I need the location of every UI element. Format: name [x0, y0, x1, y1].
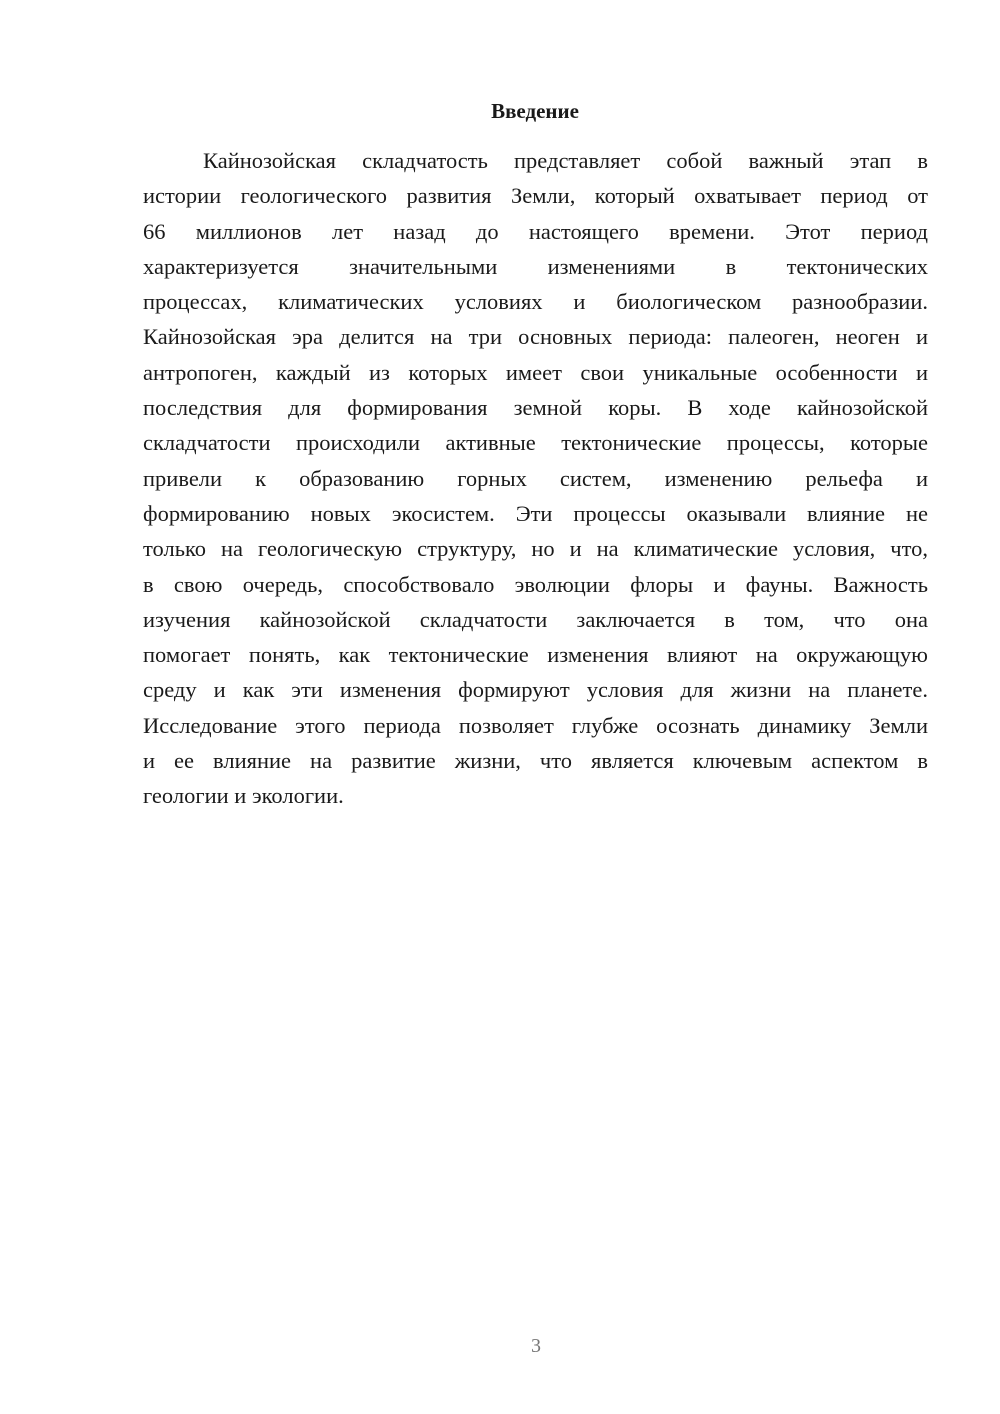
paragraph-line: привели к образованию горных систем, изменению рельефа и [143, 465, 928, 491]
paragraph-line: и ее влияние на развитие жизни, что является ключевым аспектом в [143, 748, 928, 774]
paragraph-line: процессах, климатических условиях и биологическом разнообразии. [143, 289, 928, 315]
paragraph-line: Кайнозойская эра делится на три основных периода: палеоген, неоген и [143, 324, 928, 350]
paragraph-line: изучения кайнозойской складчатости заключается в том, что она [143, 606, 928, 632]
intro-paragraph [143, 143, 928, 814]
paragraph-line: Кайнозойская складчатость представляет собой важный этап в [203, 148, 928, 173]
paragraph-line: характеризуется значительными изменениями в тектонических [143, 253, 928, 279]
paragraph-line: антропоген, каждый из которых имеет свои уникальные особенности и [143, 359, 928, 385]
page-number: 3 [531, 1335, 541, 1357]
paragraph-line: истории геологического развития Земли, который охватывает период от [143, 183, 928, 209]
paragraph-line: 66 миллионов лет назад до настоящего времени. Этот период [143, 218, 928, 244]
paragraph-line: Исследование этого периода позволяет глубже осознать динамику Земли [143, 712, 928, 738]
paragraph-line: среду и как эти изменения формируют условия для жизни на планете. [143, 677, 928, 703]
paragraph-line: последствия для формирования земной коры. В ходе кайнозойской [143, 395, 928, 421]
section-heading: Введение [491, 99, 579, 123]
paragraph-line: в свою очередь, способствовало эволюции флоры и фауны. Важность [143, 571, 928, 597]
paragraph-line: складчатости происходили активные тектонические процессы, которые [143, 430, 928, 456]
paragraph-line: только на геологическую структуру, но и на климатические условия, что, [143, 536, 928, 562]
paragraph-line: помогает понять, как тектонические изменения влияют на окружающую [143, 642, 928, 668]
paragraph-line: геологии и экологии. [143, 783, 344, 809]
paragraph-line: формированию новых экосистем. Эти процессы оказывали влияние не [143, 500, 928, 526]
